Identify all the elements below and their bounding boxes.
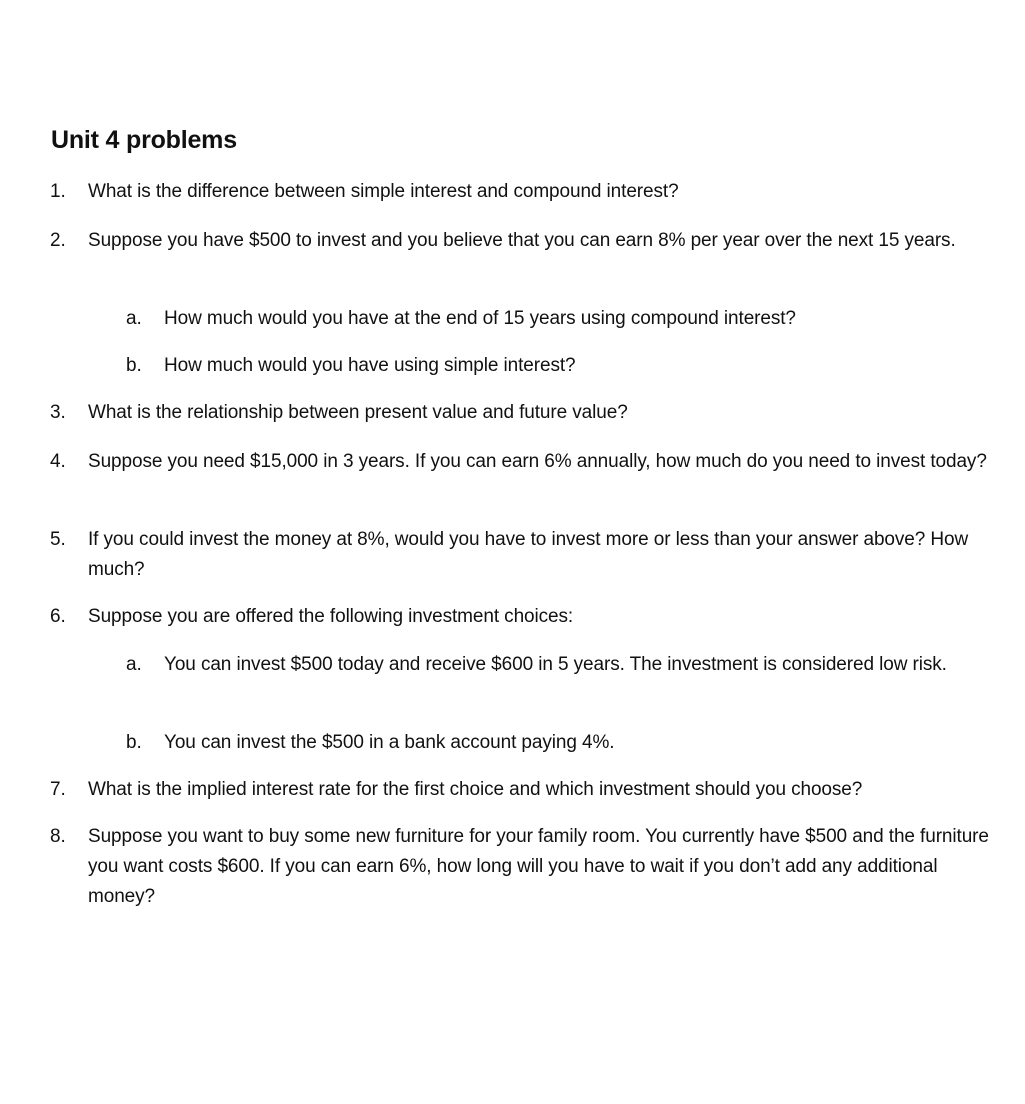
question-text: What is the relationship between present value and future value? (88, 402, 628, 423)
subitem-letter: b. (126, 732, 142, 753)
question-text: Suppose you want to buy some new furniture for your family room. You currently have $500 and the furniture you want costs $600. If you can earn 6%, how long will you have to wait if you don’t add any additional money? (88, 826, 989, 907)
question-number: 5. (50, 529, 66, 550)
question-6-subitem-b (126, 728, 986, 758)
question-number: 7. (50, 779, 66, 800)
question-number: 8. (50, 826, 66, 847)
question-2-subitem-a (126, 304, 986, 334)
question-number: 6. (50, 606, 66, 627)
question-6 (50, 602, 1000, 632)
question-6-subitem-a (126, 650, 971, 680)
subitem-text: You can invest the $500 in a bank account paying 4%. (164, 732, 615, 753)
subitem-letter: a. (126, 654, 142, 675)
subitem-text: You can invest $500 today and receive $600 in 5 years. The investment is considered low risk. (164, 654, 947, 675)
subitem-letter: b. (126, 355, 142, 376)
question-text: What is the difference between simple interest and compound interest? (88, 181, 679, 202)
question-text: Suppose you need $15,000 in 3 years. If you can earn 6% annually, how much do you need to invest today? (88, 451, 987, 472)
subitem-text: How much would you have at the end of 15 years using compound interest? (164, 308, 796, 329)
question-text: Suppose you have $500 to invest and you believe that you can earn 8% per year over the next 15 years. (88, 230, 956, 251)
subitem-letter: a. (126, 308, 142, 329)
question-2 (50, 226, 990, 256)
question-7 (50, 775, 1015, 805)
question-number: 4. (50, 451, 66, 472)
subitem-text: How much would you have using simple interest? (164, 355, 576, 376)
question-number: 1. (50, 181, 66, 202)
page-title: Unit 4 problems (51, 126, 237, 154)
question-text: Suppose you are offered the following investment choices: (88, 606, 574, 627)
question-3 (50, 398, 1000, 428)
question-5 (50, 525, 990, 585)
question-text: If you could invest the money at 8%, would you have to invest more or less than your answer above? How much? (88, 529, 969, 580)
question-8 (50, 822, 1005, 912)
question-text: What is the implied interest rate for the first choice and which investment should you choose? (88, 779, 863, 800)
question-2-subitem-b (126, 351, 986, 381)
question-number: 3. (50, 402, 66, 423)
question-4 (50, 447, 990, 477)
question-1 (50, 177, 1000, 207)
question-number: 2. (50, 230, 66, 251)
